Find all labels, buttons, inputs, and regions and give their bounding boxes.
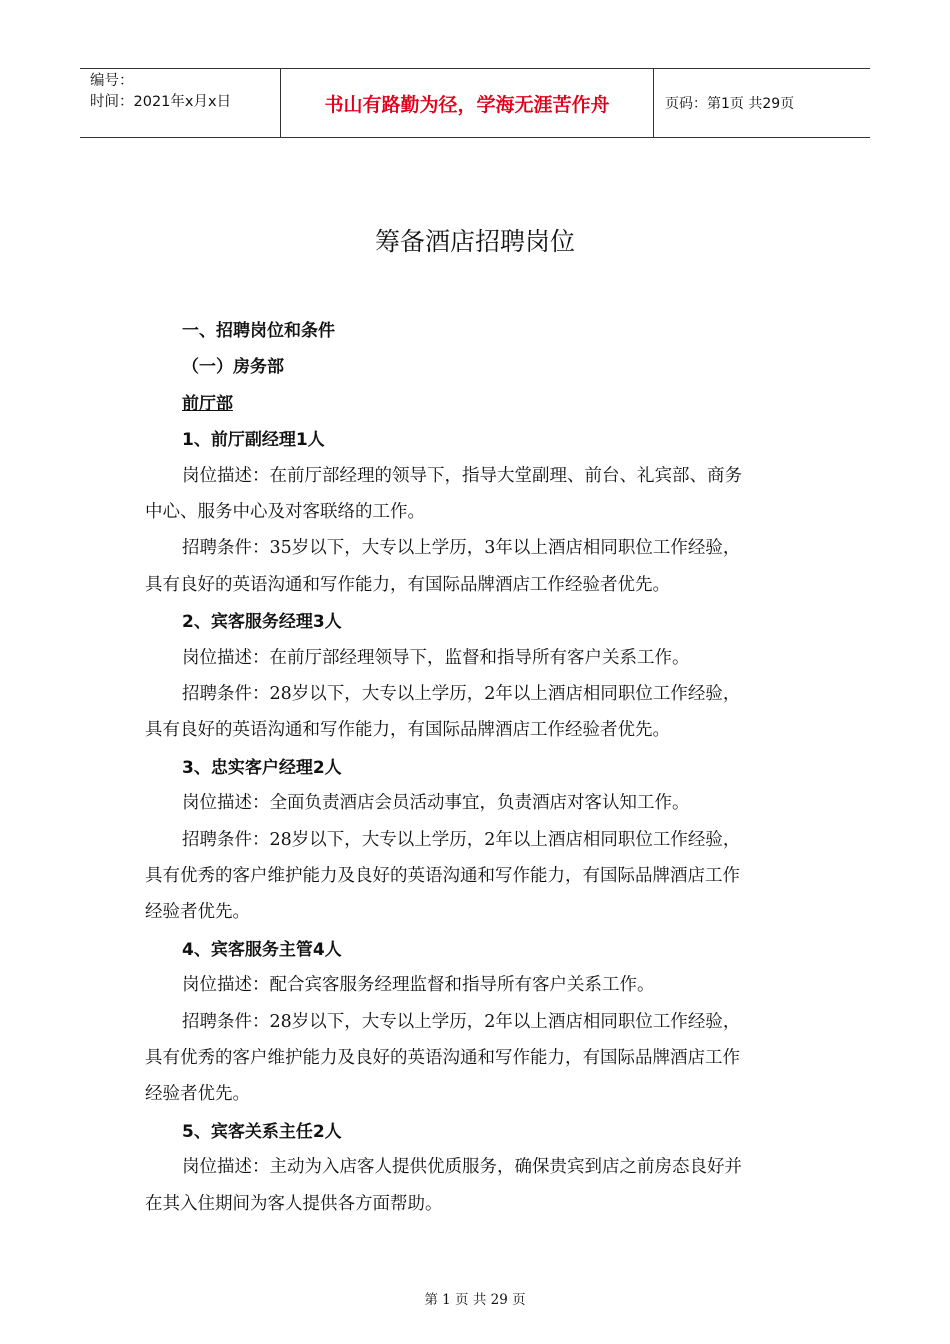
section-heading: 2、宾客服务经理3人: [182, 612, 342, 632]
section-heading: 3、忠实客户经理2人: [182, 758, 342, 778]
section-heading: 1、前厅副经理1人: [182, 430, 325, 450]
page-info-text: 页码：第1页 共29页: [665, 96, 795, 112]
header-meta-cell: [80, 69, 281, 137]
code-label: 编号：: [90, 73, 134, 89]
section-heading: （一）房务部: [182, 357, 284, 377]
body-text-line: 岗位描述：主动为入店客人提供优质服务，确保贵宾到店之前房态良好并: [182, 1157, 742, 1177]
time-label: 时间：2021年x月x日: [90, 94, 232, 110]
page-footer: 第 1 页 共 29 页: [424, 1292, 526, 1308]
body-text-line: 在其入住期间为客人提供各方面帮助。: [145, 1194, 443, 1214]
body-text-line: 中心、服务中心及对客联络的工作。: [145, 502, 425, 522]
section-heading: 4、宾客服务主管4人: [182, 940, 342, 960]
body-text-line: 经验者优先。: [145, 902, 250, 922]
body-text-line: 招聘条件：35岁以下，大专以上学历，3年以上酒店相同职位工作经验，: [182, 538, 741, 558]
motto-cell: [281, 69, 654, 137]
body-text-line: 具有优秀的客户维护能力及良好的英语沟通和写作能力，有国际品牌酒店工作: [145, 866, 740, 886]
body-text-line: 招聘条件：28岁以下，大专以上学历，2年以上酒店相同职位工作经验，: [182, 830, 741, 850]
body-text-line: 经验者优先。: [145, 1084, 250, 1104]
body-text-line: 具有优秀的客户维护能力及良好的英语沟通和写作能力，有国际品牌酒店工作: [145, 1048, 740, 1068]
body-text-line: 招聘条件：28岁以下，大专以上学历，2年以上酒店相同职位工作经验，: [182, 1012, 741, 1032]
body-text-line: 招聘条件：28岁以下，大专以上学历，2年以上酒店相同职位工作经验，: [182, 684, 741, 704]
motto-text: 书山有路勤为径，学海无涯苦作舟: [324, 93, 610, 116]
page-info-cell: [654, 69, 870, 137]
body-text-line: 岗位描述：全面负责酒店会员活动事宜，负责酒店对客认知工作。: [182, 793, 690, 813]
body-text-line: 岗位描述：在前厅部经理领导下，监督和指导所有客户关系工作。: [182, 648, 690, 668]
section-heading: 前厅部: [182, 394, 233, 414]
body-text-line: 具有良好的英语沟通和写作能力，有国际品牌酒店工作经验者优先。: [145, 575, 670, 595]
body-text-line: 岗位描述：在前厅部经理的领导下，指导大堂副理、前台、礼宾部、商务: [182, 466, 742, 486]
body-text-line: 具有良好的英语沟通和写作能力，有国际品牌酒店工作经验者优先。: [145, 720, 670, 740]
section-heading: 5、宾客关系主任2人: [182, 1122, 342, 1142]
section-heading: 一、招聘岗位和条件: [182, 321, 335, 341]
header-table: [80, 68, 870, 138]
document-title: 筹备酒店招聘岗位: [374, 227, 575, 256]
body-text-line: 岗位描述：配合宾客服务经理监督和指导所有客户关系工作。: [182, 975, 655, 995]
